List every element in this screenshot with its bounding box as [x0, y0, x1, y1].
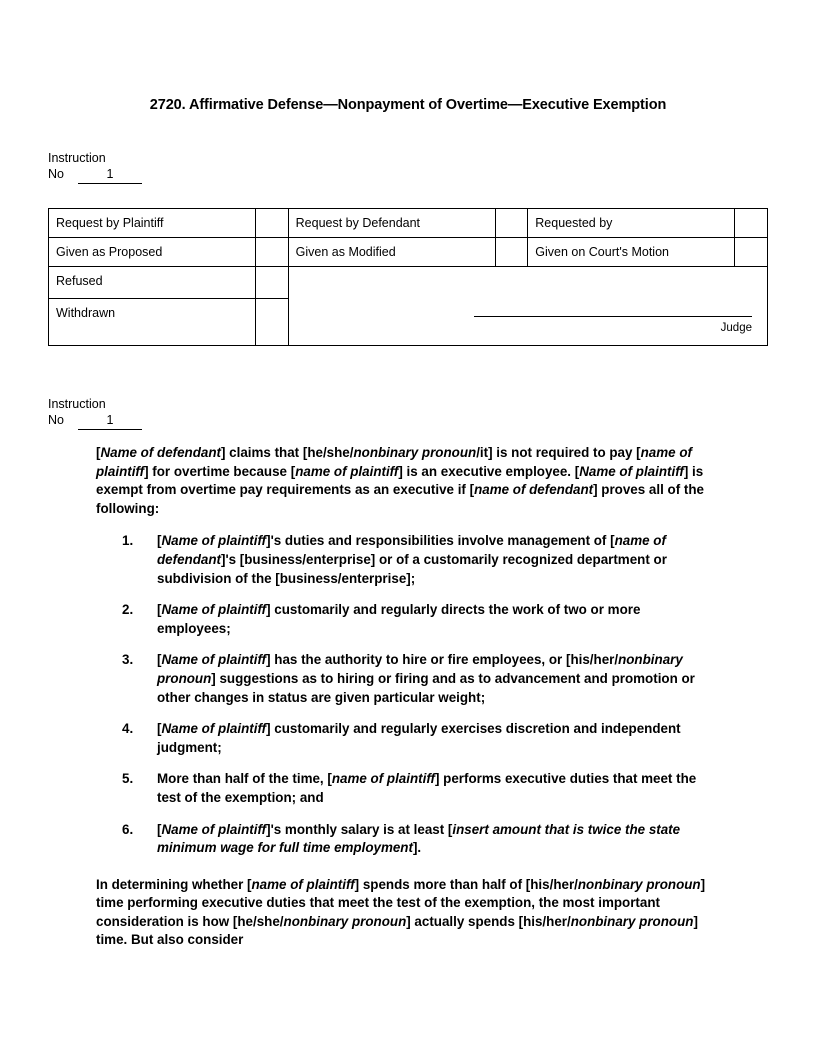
list-item: [96, 720, 712, 757]
item-mid1: ] customarily and regularly exercises discretion and independent judgment;: [157, 721, 681, 755]
intro-paragraph: [96, 444, 712, 518]
item-mid1: ]'s monthly salary is at least [: [266, 821, 453, 837]
list-item: [96, 821, 712, 858]
item-mid1: ] customarily and regularly directs the work of two or more employees;: [157, 602, 641, 636]
table-row: [49, 238, 768, 267]
placeholder-name-of-plaintiff: Name of plaintiff: [161, 533, 267, 549]
intro-seg6: ] for overtime because [: [144, 463, 296, 479]
list-item-number: 4.: [122, 721, 134, 737]
cell-request-by-defendant-checkbox[interactable]: [495, 209, 527, 238]
item-mid1: ] has the authority to hire or fire employees, or [his/her/: [266, 652, 619, 668]
instruction-label-line1: Instruction: [48, 397, 106, 411]
list-item: [96, 532, 712, 588]
placeholder-nonbinary-pronoun: nonbinary pronoun: [157, 652, 683, 686]
cell-requested-by-label: Requested by: [528, 209, 735, 238]
instruction-number-header-body: [48, 396, 142, 430]
closing-paragraph: [96, 876, 712, 950]
cell-given-on-courts-motion-label: Given on Court's Motion: [528, 238, 735, 267]
placeholder-name-of-defendant: name of defendant: [474, 482, 594, 498]
item-open: [: [157, 721, 162, 737]
cell-withdrawn-checkbox[interactable]: [256, 298, 288, 345]
placeholder-name-of-plaintiff: Name of plaintiff: [161, 821, 267, 837]
cell-request-by-plaintiff-checkbox[interactable]: [256, 209, 288, 238]
cell-given-on-courts-motion-checkbox[interactable]: [735, 238, 768, 267]
item-mid1: ] performs executive duties that meet the test of the exemption; and: [157, 771, 697, 805]
placeholder-name-of-plaintiff: Name of plaintiff: [579, 463, 684, 479]
placeholder-nonbinary-pronoun: nonbinary pronoun: [570, 913, 694, 929]
cell-given-as-modified-checkbox[interactable]: [495, 238, 527, 267]
intro-seg10: ] is exempt from overtime pay requirements as an executive if [: [96, 463, 704, 498]
item-open: [: [157, 533, 162, 549]
instruction-no-label: No: [48, 413, 64, 427]
placeholder-nonbinary-pronoun: nonbinary pronoun: [577, 876, 701, 892]
intro-seg8: ] is an executive employee. [: [398, 463, 580, 479]
instruction-number-row: [48, 166, 142, 184]
cell-requested-by-checkbox[interactable]: [735, 209, 768, 238]
placeholder-name-of-plaintiff: name of plaintiff: [331, 771, 435, 787]
cell-given-as-modified-label: Given as Modified: [288, 238, 495, 267]
page-title: 2720. Affirmative Defense—Nonpayment of Overtime—Executive Exemption: [149, 97, 667, 113]
cell-request-by-defendant-label: Request by Defendant: [288, 209, 495, 238]
placeholder-name-of-plaintiff: name of plaintiff: [295, 463, 399, 479]
placeholder-name-of-plaintiff: name of plaintiff: [251, 876, 355, 892]
list-item-number: 6.: [122, 821, 134, 837]
instruction-number-header-top: [48, 150, 142, 184]
instruction-number-row: [48, 412, 142, 430]
table-row: [49, 267, 768, 299]
list-item-number: 2.: [122, 602, 134, 618]
placeholder-name-of-plaintiff: Name of plaintiff: [161, 602, 267, 618]
closing-seg9: ] time. But also consider: [96, 913, 698, 948]
closing-seg5: ] time performing executive duties that meet the test of the exemption, the most important consideration is how [he/she/: [96, 876, 706, 929]
table-row: [49, 209, 768, 238]
item-open: [: [157, 602, 162, 618]
item-mid2: ]'s [business/enterprise] or of a customarily recognized department or subdivision of the [business/enterprise];: [157, 551, 667, 586]
list-item: [96, 770, 712, 807]
judge-signature-cell: [288, 267, 767, 346]
cell-given-as-proposed-checkbox[interactable]: [256, 238, 288, 267]
intro-seg2: ] claims that [he/she/: [221, 445, 354, 460]
intro-seg1: [: [96, 445, 101, 460]
closing-seg1: In determining whether [: [96, 876, 252, 892]
instruction-body: [96, 444, 712, 956]
item-open: More than half of the time, [: [157, 771, 332, 787]
closing-seg3: ] spends more than half of [his/her/: [354, 876, 578, 892]
placeholder-nonbinary-pronoun: nonbinary pronoun: [283, 913, 407, 929]
placeholder-insert-amount: insert amount that is twice the state minimum wage for full time employment: [157, 821, 681, 856]
item-mid1: ]'s duties and responsibilities involve management of [: [266, 533, 615, 549]
cell-refused-label: Refused: [49, 267, 256, 299]
instruction-no-field[interactable]: 1: [78, 412, 142, 430]
placeholder-name-of-plaintiff: Name of plaintiff: [161, 652, 267, 668]
intro-seg12: ] proves all of the following:: [96, 482, 704, 516]
list-item-number: 3.: [122, 652, 134, 668]
intro-seg4: /it] is not required to pay [: [476, 445, 641, 460]
signature-area: [296, 273, 760, 339]
cell-refused-checkbox[interactable]: [256, 267, 288, 299]
signature-caption: Judge: [720, 322, 752, 334]
item-mid2: ] suggestions as to hiring or firing and as to advancement and promotion or other changes in status are given particular weight;: [157, 670, 695, 705]
instruction-status-table: [48, 208, 768, 346]
placeholder-nonbinary-pronoun: nonbinary pronoun: [353, 445, 477, 460]
placeholder-name-of-defendant: name of defendant: [157, 533, 666, 567]
list-item: [96, 651, 712, 707]
item-mid2: ].: [412, 840, 422, 856]
closing-seg7: ] actually spends [his/her/: [406, 913, 571, 929]
list-item-number: 5.: [122, 771, 134, 787]
list-item: [96, 601, 712, 638]
instruction-label-line1: Instruction: [48, 151, 106, 165]
cell-withdrawn-label: Withdrawn: [49, 298, 256, 345]
item-open: [: [157, 652, 162, 668]
signature-line[interactable]: [474, 316, 752, 317]
instruction-no-label: No: [48, 167, 64, 181]
cell-request-by-plaintiff-label: Request by Plaintiff: [49, 209, 256, 238]
cell-given-as-proposed-label: Given as Proposed: [49, 238, 256, 267]
placeholder-name-of-plaintiff: name of plaintiff: [96, 445, 692, 479]
factors-list: [96, 532, 712, 857]
list-item-number: 1.: [122, 533, 134, 549]
placeholder-name-of-defendant: Name of defendant: [100, 445, 221, 460]
item-open: [: [157, 821, 162, 837]
instruction-no-field[interactable]: 1: [78, 166, 142, 184]
placeholder-name-of-plaintiff: Name of plaintiff: [161, 721, 267, 737]
